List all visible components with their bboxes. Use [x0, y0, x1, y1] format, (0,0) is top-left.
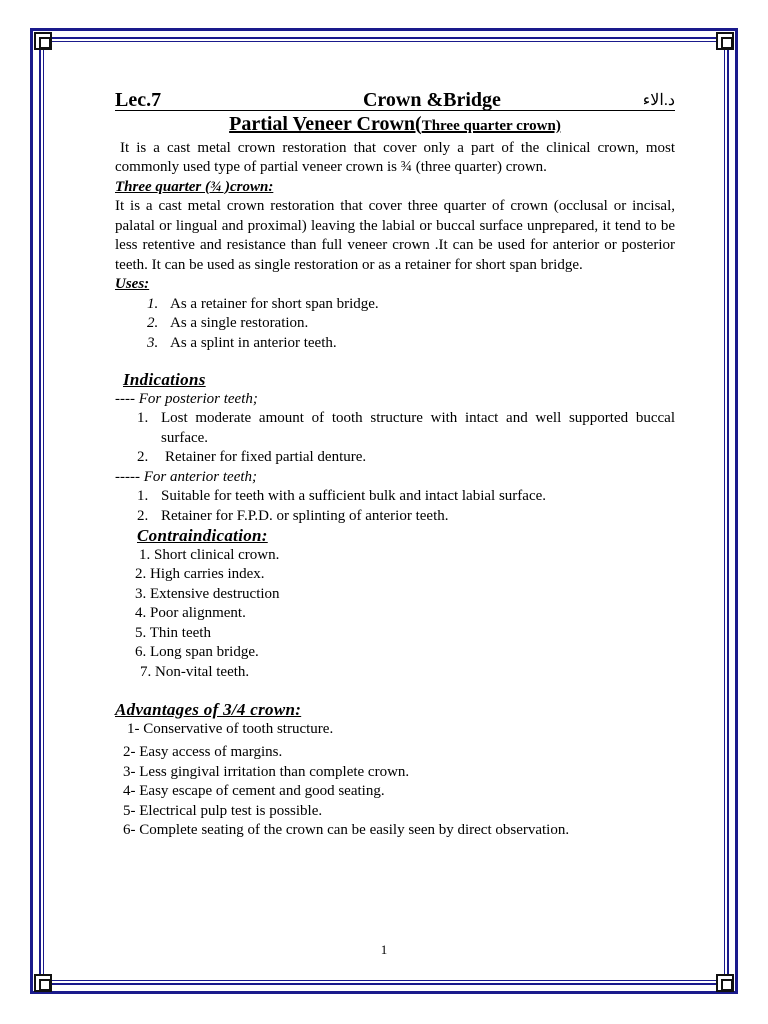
indications-heading: Indications — [123, 370, 206, 389]
uses-heading: Uses: — [115, 276, 150, 292]
lecture-header — [115, 86, 675, 111]
list-item: 4. Poor alignment. — [135, 605, 246, 621]
list-item: 2. Retainer for fixed partial denture. — [137, 449, 367, 465]
title-sub: Three quarter crown) — [421, 118, 561, 134]
posterior-label: ---- For posterior teeth; — [115, 390, 258, 407]
corner-ornament-icon — [716, 32, 734, 50]
uses-list — [147, 295, 675, 354]
document-body — [115, 86, 675, 841]
list-item: 4- Easy escape of cement and good seating. — [123, 783, 385, 799]
contraindication-list — [135, 546, 675, 683]
list-item: 2. As a single restoration. — [147, 315, 309, 331]
list-item: 1. As a retainer for short span bridge. — [147, 295, 379, 312]
anterior-label: ----- For anterior teeth; — [115, 468, 258, 485]
corner-ornament-icon — [716, 974, 734, 992]
list-item: 3- Less gingival irritation than complete crown. — [123, 763, 410, 780]
anterior-list — [137, 487, 675, 526]
list-item: 1. Lost moderate amount of tooth structure with intact and well supported buccal surface. — [137, 410, 675, 446]
page-title — [115, 115, 675, 137]
list-item: 3. As a splint in anterior teeth. — [147, 334, 337, 351]
posterior-list — [137, 409, 675, 468]
list-item: 2. High carries index. — [135, 566, 265, 582]
course-title: Crown &Bridge — [362, 88, 501, 111]
list-item: 6. Long span bridge. — [135, 644, 259, 660]
advantages-heading: Advantages of 3/4 crown: — [115, 700, 302, 719]
lecture-number: Lec.7 — [115, 88, 162, 111]
list-item: 2. Retainer for F.P.D. or splinting of anterior teeth. — [137, 507, 449, 524]
list-item: 1. Short clinical crown. — [139, 546, 280, 563]
corner-ornament-icon — [34, 974, 52, 992]
list-item: 5- Electrical pulp test is possible. — [123, 802, 323, 819]
contraindication-heading: Contraindication: — [137, 526, 268, 545]
author-name: د.الاء — [642, 91, 675, 109]
list-item: 7. Non-vital teeth. — [140, 663, 250, 680]
list-item: 1. Suitable for teeth with a sufficient bulk and intact labial surface. — [137, 488, 547, 504]
list-item: 2- Easy access of margins. — [123, 744, 283, 760]
list-item: 6- Complete seating of the crown can be easily seen by direct observation. — [123, 822, 570, 838]
list-item: 5. Thin teeth — [135, 624, 211, 641]
corner-ornament-icon — [34, 32, 52, 50]
list-item: 1- Conservative of tooth structure. — [127, 720, 334, 737]
page-number: 1 — [380, 942, 388, 957]
three-quarter-paragraph: It is a cast metal crown restoration that cover three quarter of crown (occlusal or incisal, palatal or lingual and proximal) leaving the labial or buccal surface unprepared, it tend to be less retentive and resistance than full veneer crown .It can be used for anterior or posterior teeth. It can be used as single restoration or as a retainer for short span bridge. — [115, 198, 675, 273]
three-quarter-heading: Three quarter (¾ )crown: — [115, 178, 274, 195]
title-main: Partial Veneer Crown( — [229, 113, 422, 135]
list-item: 3. Extensive destruction — [135, 585, 280, 602]
advantages-list — [123, 720, 675, 841]
intro-paragraph: It is a cast metal crown restoration that cover only a part of the clinical crown, most commonly used type of partial veneer crown is ¾ (three quarter) crown. — [115, 139, 675, 175]
